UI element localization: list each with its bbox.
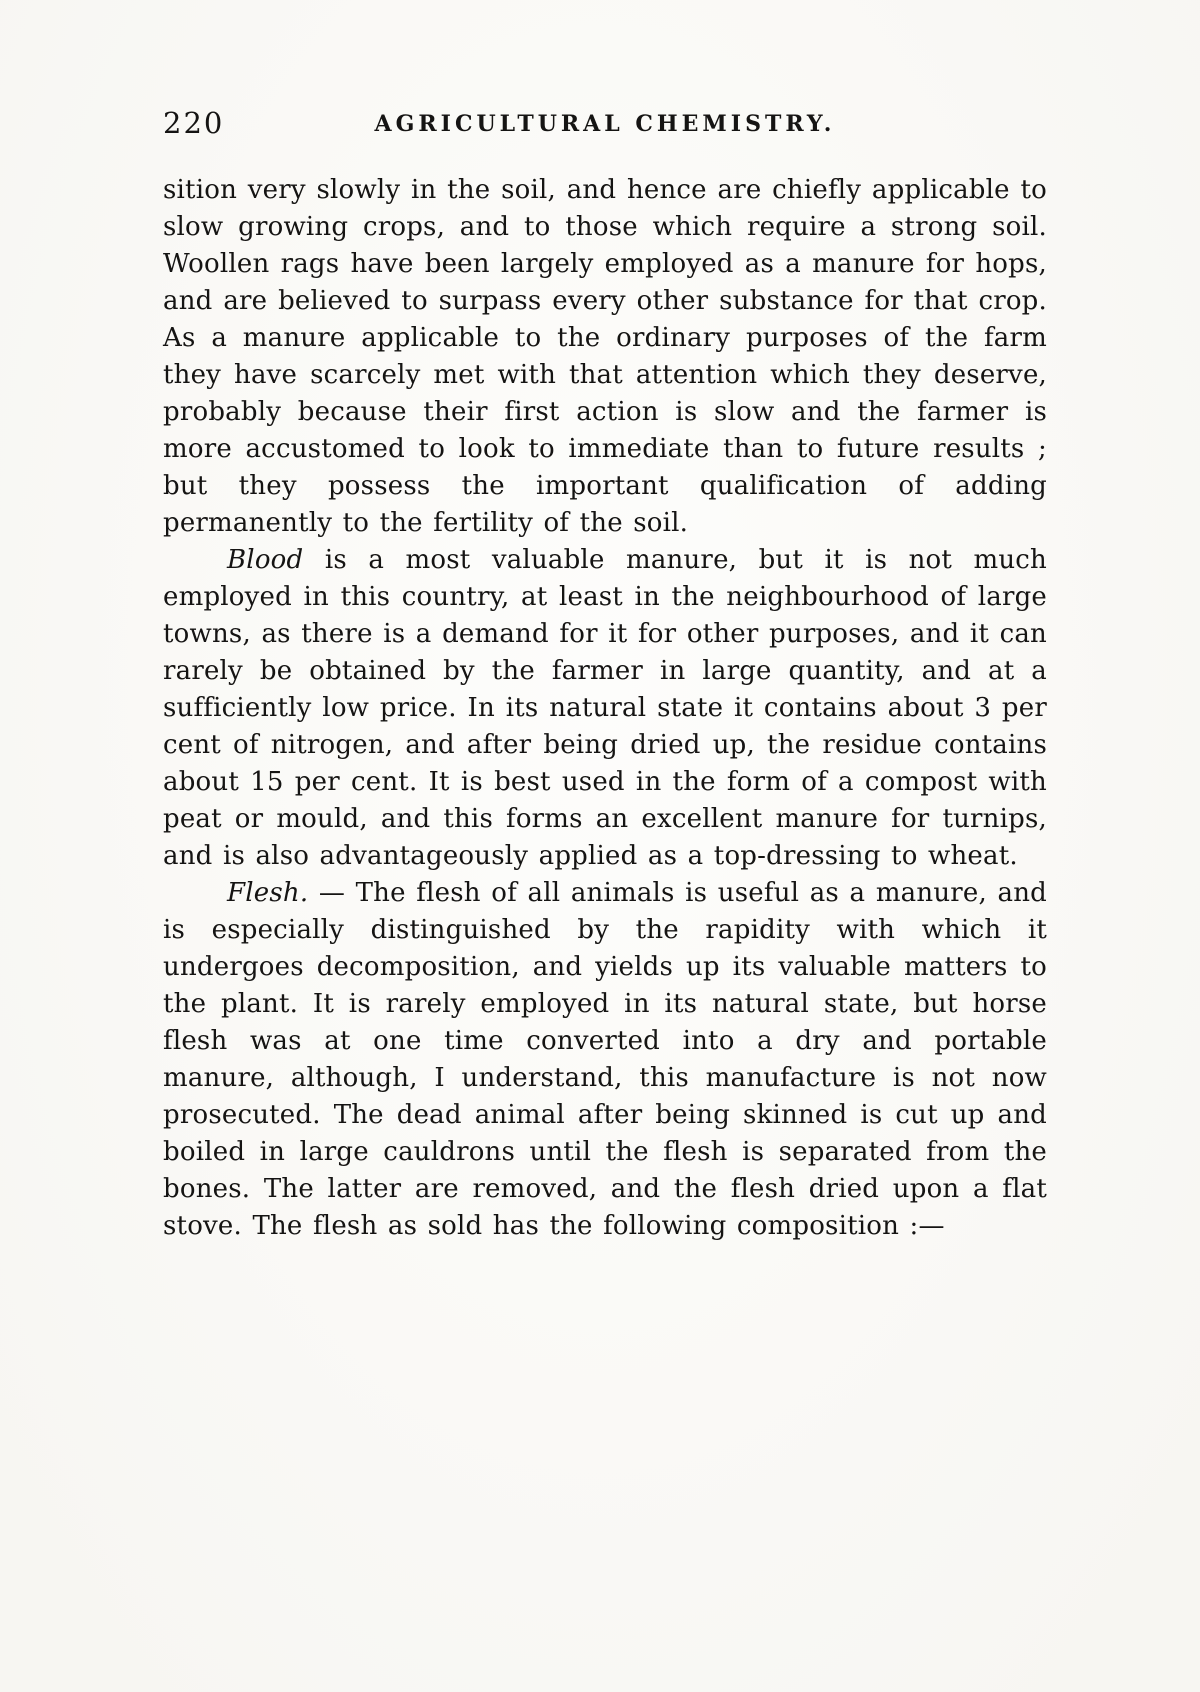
paragraph (163, 172, 1047, 542)
page-number: 220 (163, 106, 225, 140)
paragraph-lead: Flesh. (227, 878, 309, 908)
paragraph (163, 875, 1047, 1245)
running-title: AGRICULTURAL CHEMISTRY. (374, 111, 836, 137)
paragraph-lead: Blood (227, 545, 304, 575)
page-header (163, 106, 1047, 142)
paragraph (163, 542, 1047, 875)
paragraph-text: — The flesh of all animals is useful as a manure, and is especially distinguished by the rapidity with which it undergoes decomposition, and yields up its valuable matters to the plant. It is rarely employed in its natural state, but horse flesh was at one time converted into a dry and portable manure, although, I understand, this manufacture is not now prosecuted. The dead animal after being skinned is cut up and boiled in large cauldrons until the flesh is separated from the bones. The latter are removed, and the flesh dried upon a flat stove. The flesh as sold has the following composition :— (163, 878, 1047, 1241)
paragraph-text: sition very slowly in the soil, and hence are chiefly applicable to slow growing crops, and to those which require a strong soil. Woollen rags have been largely employed as a manure for hops, and are believed to surpass every other substance for that crop. As a manure applicable to the ordinary purposes of the farm they have scarcely met with that attention which they deserve, probably because their first action is slow and the farmer is more accustomed to look to immediate than to future results ; but they possess the important qualification of adding permanently to the fertility of the soil. (163, 175, 1047, 538)
paragraph-text: is a most valuable manure, but it is not much employed in this country, at least in the neighbourhood of large towns, as there is a demand for it for other purposes, and it can rarely be obtained by the farmer in large quantity, and at a sufficiently low price. In its natural state it contains about 3 per cent of nitrogen, and after being dried up, the residue contains about 15 per cent. It is best used in the form of a compost with peat or mould, and this forms an excellent manure for turnips, and is also advantageously applied as a top-dressing to wheat. (163, 545, 1047, 871)
page-body (163, 172, 1047, 1245)
